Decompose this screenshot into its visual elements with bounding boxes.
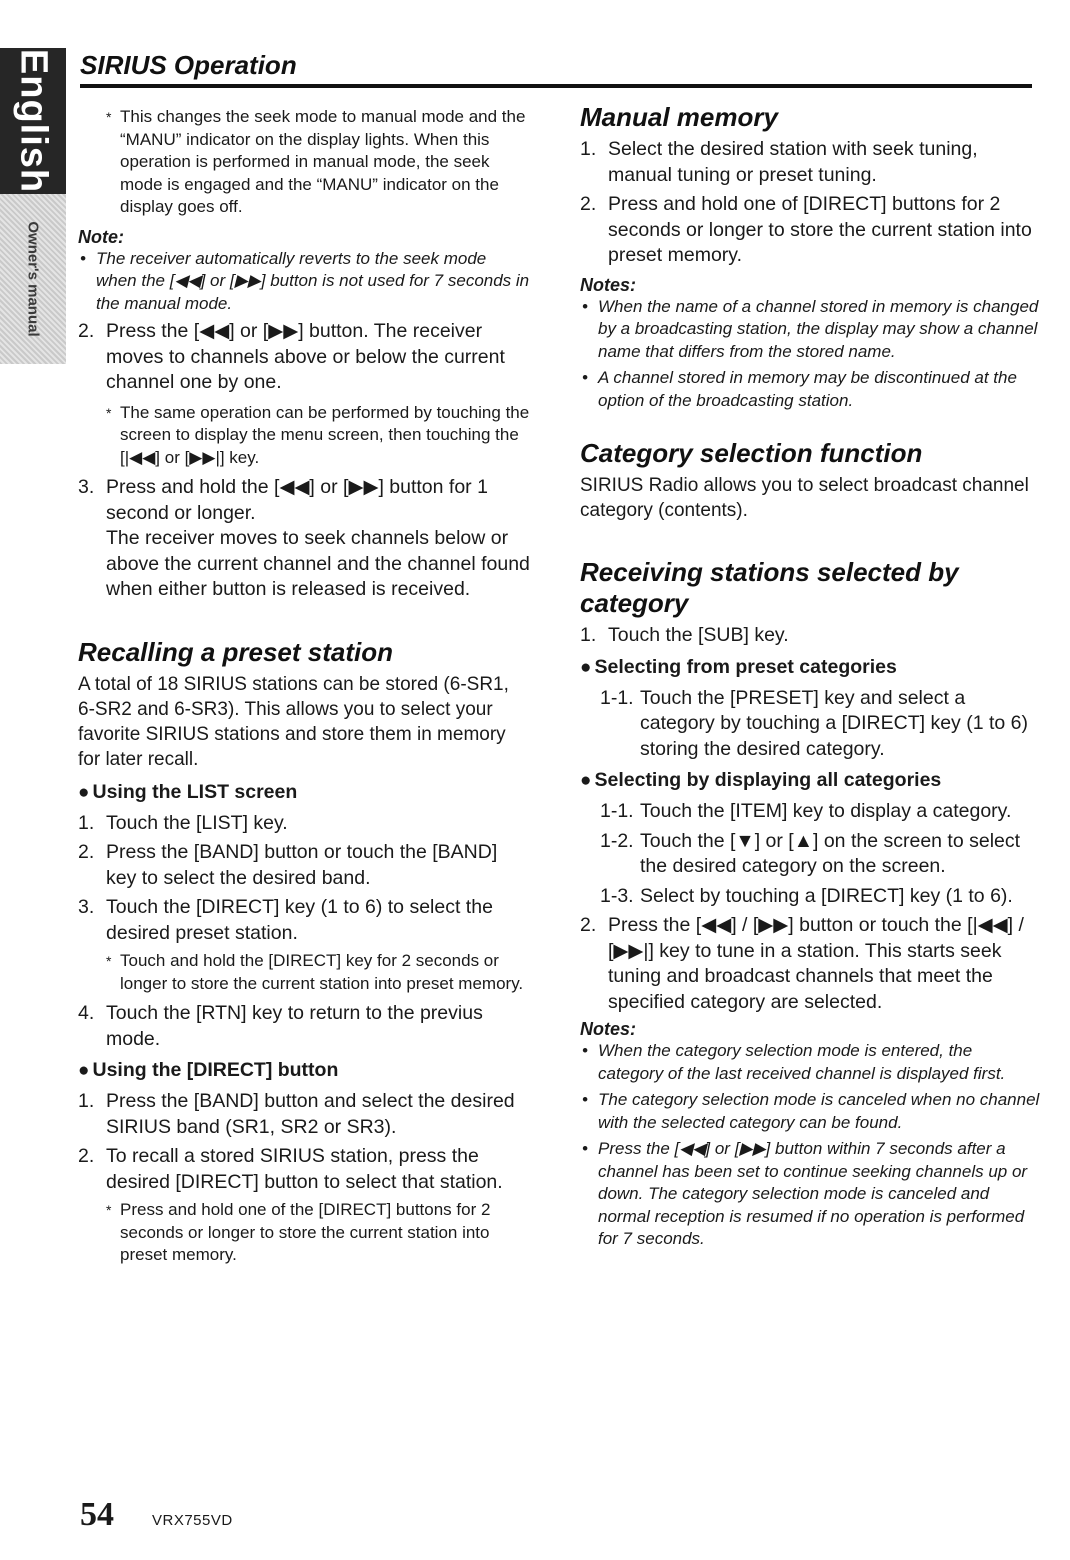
substep-item — [580, 799, 1040, 825]
notes-heading: Notes: — [580, 274, 637, 295]
model-number: VRX755VD — [152, 1512, 233, 1529]
step-number: 3. — [78, 896, 95, 918]
step-item — [78, 811, 530, 837]
substep-text: Touch the [▼] or [▲] on the screen to select the desired category on the screen. — [640, 829, 1021, 877]
step-number: 4. — [78, 1002, 95, 1024]
asterisk-icon: * — [106, 404, 112, 421]
note-item — [580, 1040, 1040, 1085]
step-item — [78, 1144, 530, 1195]
step-continuation — [78, 526, 530, 603]
step-text: Touch the [LIST] key. — [106, 811, 288, 834]
step-note — [78, 402, 530, 470]
substep-item — [580, 686, 1040, 763]
step-number: 2. — [78, 320, 95, 342]
step-number: 2. — [580, 193, 597, 215]
step-item — [78, 1001, 530, 1052]
step-note-text: Touch and hold the [DIRECT] key for 2 seconds or longer to store the current station into preset memory. — [120, 951, 524, 993]
recall-paragraph: A total of 18 SIRIUS stations can be stored (6-SR1, 6-SR2 and 6-SR3). This allows you to select your favorite SIRIUS stations and store them in memory for later recall. — [78, 673, 509, 770]
step-note — [78, 1199, 530, 1267]
subsection-heading — [78, 780, 530, 805]
bullet-icon: • — [582, 368, 588, 387]
step-text: Touch the [SUB] key. — [608, 624, 789, 646]
category-paragraph: SIRIUS Radio allows you to select broadcast channel category (contents). — [580, 475, 1029, 521]
step-text: Touch the [RTN] key to return to the previus mode. — [106, 1002, 483, 1050]
subsection-heading — [78, 1058, 530, 1083]
step-note — [78, 950, 530, 995]
step-item — [78, 319, 530, 396]
asterisk-icon: * — [106, 1202, 112, 1218]
step-number: 2. — [78, 841, 95, 863]
substep-number: 1-1. — [600, 800, 634, 822]
step-item — [580, 192, 1040, 269]
step-text: The receiver moves to seek channels below or above the current channel and the channel found when either button is released is received. — [106, 527, 530, 600]
subsection-heading-text: Using the [DIRECT] button — [92, 1059, 339, 1081]
note-item-text: When the name of a channel stored in memory is changed by a broadcasting station, the display may show a channel name that differs from the stored name. — [598, 296, 1039, 361]
step-text: Press the [BAND] button and select the desired SIRIUS band (SR1, SR2 or SR3). — [106, 1090, 515, 1138]
step-number: 1. — [78, 811, 95, 834]
step-item — [78, 840, 530, 891]
section-tab-label: Owner's manual — [24, 221, 42, 337]
note-heading: Note: — [78, 226, 124, 247]
step-text: Press the [BAND] button or touch the [BAND] key to select the desired band. — [106, 841, 498, 889]
left-column — [78, 100, 530, 1267]
intro-note — [78, 106, 530, 219]
step-text: Press the [◀◀] / [▶▶] button or touch the [|◀◀] / [▶▶|] key to tune in a station. This starts seek tuning and broadcast channels that meet the specified category are selected. — [608, 914, 1024, 1013]
header-divider — [80, 84, 1032, 88]
note-item — [580, 1089, 1040, 1134]
filled-circle-icon: ● — [78, 781, 90, 803]
subsection-heading — [580, 768, 1040, 793]
note-item-text: The category selection mode is canceled when no channel with the selected category can be found. — [598, 1090, 1040, 1132]
substep-item — [580, 829, 1040, 880]
section-title-receiving-stations: Receiving stations selected by category — [580, 557, 959, 618]
subsection-heading — [580, 655, 1040, 680]
page-number: 54 — [80, 1496, 114, 1533]
substep-text: Touch the [PRESET] key and select a category by touching a [DIRECT] key (1 to 6) storing the desired category. — [640, 686, 1029, 760]
step-number: 2. — [580, 914, 597, 936]
substep-text: Select by touching a [DIRECT] key (1 to 6). — [640, 884, 1013, 907]
step-number: 3. — [78, 476, 95, 498]
right-column — [580, 100, 1040, 1251]
step-text: Press the [◀◀] or [▶▶] button. The receiver moves to channels above or below the current channel one by one. — [106, 320, 505, 393]
step-number: 1. — [78, 1090, 95, 1112]
language-tab-label: English — [12, 48, 55, 194]
language-tab — [0, 48, 66, 194]
step-number: 2. — [78, 1145, 95, 1167]
section-title-recalling: Recalling a preset station — [78, 636, 393, 667]
note-item-text: Press the [◀◀] or [▶▶] button within 7 seconds after a channel has been set to continue seeking channels up or down. The category selection mode is canceled and normal reception is resumed if no operation is performed for 7 seconds. — [598, 1139, 1028, 1248]
subsection-heading-text: Using the LIST screen — [92, 780, 298, 803]
step-item — [580, 623, 1040, 649]
bullet-icon: • — [582, 296, 588, 316]
bullet-icon: • — [582, 1139, 588, 1158]
substep-number: 1-2. — [600, 829, 634, 852]
substep-text: Touch the [ITEM] key to display a category. — [640, 800, 1012, 822]
step-item — [580, 137, 1040, 188]
bullet-icon: • — [80, 248, 86, 268]
note-item — [78, 248, 530, 316]
substep-item — [580, 884, 1040, 910]
step-text: Touch the [DIRECT] key (1 to 6) to select the desired preset station. — [106, 896, 493, 944]
substep-number: 1-3. — [600, 884, 634, 907]
step-item — [580, 913, 1040, 1015]
note-item — [580, 1138, 1040, 1251]
section-title-category-selection: Category selection function — [580, 438, 923, 468]
step-item — [78, 1089, 530, 1140]
subsection-heading-text: Selecting by displaying all categories — [594, 769, 942, 791]
step-note-text: Press and hold one of the [DIRECT] buttons for 2 seconds or longer to store the current station into preset memory. — [120, 1200, 491, 1264]
bullet-icon: • — [582, 1090, 588, 1109]
step-text: To recall a stored SIRIUS station, press the desired [DIRECT] button to select that station. — [106, 1145, 503, 1193]
note-item — [580, 296, 1040, 364]
note-item-text: The receiver automatically reverts to the seek mode when the [◀◀] or [▶▶] button is not used for 7 seconds in the manual mode. — [96, 248, 530, 313]
note-item-text: When the category selection mode is entered, the category of the last received channel is displayed first. — [598, 1041, 1006, 1083]
step-item — [78, 475, 530, 526]
step-item — [78, 895, 530, 946]
filled-circle-icon: ● — [580, 770, 592, 791]
step-number: 1. — [580, 624, 597, 646]
step-text: Select the desired station with seek tuning, manual tuning or preset tuning. — [608, 138, 978, 186]
subsection-heading-text: Selecting from preset categories — [594, 655, 897, 678]
filled-circle-icon: ● — [580, 656, 592, 678]
filled-circle-icon: ● — [78, 1060, 90, 1081]
page-title: SIRIUS Operation — [80, 50, 297, 80]
step-number: 1. — [580, 138, 597, 160]
notes-heading: Notes: — [580, 1019, 637, 1039]
asterisk-icon: * — [106, 109, 112, 125]
section-title-manual-memory: Manual memory — [580, 102, 778, 132]
asterisk-icon: * — [106, 953, 112, 969]
intro-note-text: This changes the seek mode to manual mode and the “MANU” indicator on the display lights. When this operation is performed in manual mode, the seek mode is engaged and the “MANU” indicator on the display goes off. — [120, 107, 526, 216]
note-item — [580, 367, 1040, 412]
step-text: Press and hold the [◀◀] or [▶▶] button for 1 second or longer. — [106, 476, 488, 524]
step-note-text: The same operation can be performed by touching the screen to display the menu screen, then touching the [|◀◀] or [▶▶|] key. — [120, 402, 530, 467]
section-tab — [0, 194, 66, 364]
substep-number: 1-1. — [600, 686, 634, 709]
bullet-icon: • — [582, 1041, 588, 1060]
step-text: Press and hold one of [DIRECT] buttons for 2 seconds or longer to store the current station into preset memory. — [608, 193, 1032, 266]
note-item-text: A channel stored in memory may be discontinued at the option of the broadcasting station. — [598, 368, 1017, 410]
